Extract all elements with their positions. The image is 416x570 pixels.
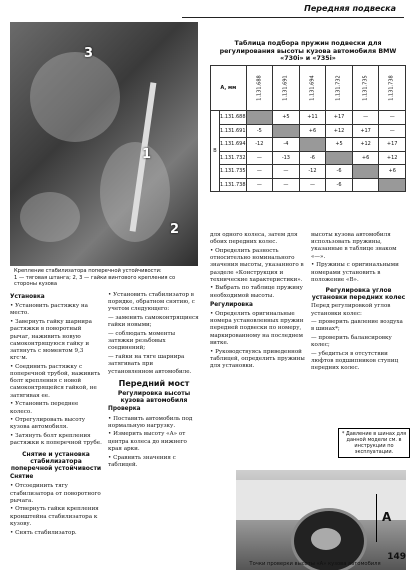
- table-cell: -13: [273, 151, 300, 165]
- table-cell: +17: [379, 138, 406, 152]
- row-label: 1.131.738: [220, 178, 247, 192]
- table-row: [211, 165, 406, 179]
- table-cell: +6: [352, 151, 379, 165]
- table-row: [211, 151, 406, 165]
- table-cell: [326, 151, 353, 165]
- car-photo: [236, 470, 406, 570]
- paragraph: • Поставить автомобиль под нормальную нагрузку.: [108, 415, 193, 429]
- paragraph: • Сравнить значения с таблицей.: [108, 454, 176, 468]
- paragraph: • Снять стабилизатор.: [10, 529, 77, 536]
- table-cell: —: [379, 124, 406, 138]
- subheading-removal: Снятие: [10, 474, 34, 481]
- col-header: [246, 66, 273, 111]
- col-header-label: 1.131.738: [389, 75, 396, 101]
- stabilizer-photo: [10, 22, 198, 266]
- table-cell: -5: [246, 124, 273, 138]
- photo2-caption: Точки проверки высоты «А» кузова автомобиля: [249, 561, 381, 567]
- row-label: 1.131.732: [220, 151, 247, 165]
- table-row: [211, 124, 406, 138]
- paragraph: — заменить самоконтрящиеся гайки новыми;: [108, 315, 199, 329]
- column-4: [311, 232, 406, 374]
- column-2: [108, 292, 200, 470]
- footnote-box: * Давление в шинах для данной модели см. в инструкции по эксплуатации.: [338, 428, 410, 458]
- callout-2: 2: [170, 222, 180, 237]
- table-cell: +6: [379, 165, 406, 179]
- paragraph: • Отрегулировать высоту кузова автомобиля.: [10, 417, 85, 431]
- paragraph: • Установить переднее колесо.: [10, 401, 79, 415]
- row-group-label: B: [211, 111, 220, 192]
- table-cell: —: [246, 165, 273, 179]
- paragraph: — гайки на тяге шарнира затягивать при установленном автомобиле.: [108, 354, 192, 375]
- col-header-label: 1.131.688: [256, 75, 263, 101]
- paragraph: • Руководствуясь приведенной таблицей, определить пружины для установки.: [210, 348, 305, 369]
- paragraph: • Выбрать по таблице пружину необходимой высоты.: [210, 285, 303, 299]
- caption-title: Крепление стабилизатора поперечной устойчивости:: [14, 268, 162, 274]
- col-header: [273, 66, 300, 111]
- col-header: [352, 66, 379, 111]
- table-cell: +12: [379, 151, 406, 165]
- table-cell: +5: [273, 111, 300, 125]
- paragraph: • Установить растяжку на место.: [10, 303, 89, 317]
- table-cell: +11: [299, 111, 326, 125]
- table-cell: [246, 111, 273, 125]
- table-row: [211, 178, 406, 192]
- section-heading-front-axle: Передний мост: [118, 378, 190, 388]
- table-cell: +12: [352, 138, 379, 152]
- table-cell: +17: [352, 124, 379, 138]
- col-header-label: 1.131.732: [336, 75, 343, 101]
- table-cell: +6: [299, 124, 326, 138]
- table-cell: +5: [326, 138, 353, 152]
- table-cell: —: [246, 151, 273, 165]
- table-cell: [352, 178, 379, 192]
- table-cell: -6: [326, 178, 353, 192]
- row-label: 1.131.691: [220, 124, 247, 138]
- table-title: Таблица подбора пружин подвески для регулирования высоты кузова автомобиля BMW «730i» и «735i»: [219, 40, 397, 62]
- table-cell: [299, 138, 326, 152]
- col-header: [379, 66, 406, 111]
- paragraph: • Измерить высоту «A» от центра колеса до нижнего края арки.: [108, 431, 187, 452]
- table-cell: [352, 165, 379, 179]
- section-heading-height: Регулировка высоты кузова автомобиля: [117, 389, 191, 405]
- paragraph: высоты кузова автомобиля использовать пружины, указанные в таблице знаком «—».: [311, 232, 397, 260]
- section-heading-alignment: Регулировка углов установки передних колес: [311, 286, 406, 302]
- paragraph: • Установить стабилизатор в порядке, обратном снятию, с учетом следующего:: [108, 292, 195, 313]
- subheading-adjustment: Регулировка: [210, 301, 253, 308]
- paragraph: — проверить балансировку колес;: [311, 335, 392, 349]
- paragraph: — проверить давление воздуха в шинах*;: [311, 319, 403, 333]
- spring-table: [210, 65, 406, 192]
- col-header-label: 1.131.691: [282, 75, 289, 101]
- table-row: [211, 111, 406, 125]
- subheading-check: Проверка: [108, 406, 141, 413]
- table-row: [211, 138, 406, 152]
- row-label: 1.131.735: [220, 165, 247, 179]
- paragraph: • Соединить растяжку с поперечной трубой, наживить болт крепления с новой самоконтрящейся гайкой, не затягивая ее.: [10, 363, 101, 399]
- section-title: Передняя подвеска: [304, 4, 396, 13]
- paragraph: • Определить разность относительно номинального значения высоты, указанного в разделе «Конструкция и технические характеристики».: [210, 247, 304, 283]
- subheading-installation: Установка: [10, 294, 45, 300]
- table-cell: —: [273, 178, 300, 192]
- caption-legend: 1 — тяговая штанга; 2, 3 — гайки винтового крепления со стороны кузова: [14, 274, 176, 287]
- section-heading-stabilizer: Снятие и установка стабилизатора поперечной устойчивости: [10, 450, 102, 472]
- table-cell: +12: [326, 124, 353, 138]
- corner-label: A, мм: [220, 85, 237, 91]
- callout-3: 3: [84, 46, 94, 61]
- paragraph: • Отсоединить тягу стабилизатора от поворотного рычага.: [10, 483, 101, 504]
- table-cell: -12: [299, 165, 326, 179]
- table-corner: [211, 66, 247, 111]
- paragraph: • Завернуть гайку шарнира растяжки в поворотный рычаг, наживить новую самоконтрящуюся гайку и затянуть с моментом 9,3 кгс·м.: [10, 319, 92, 362]
- table-cell: [379, 178, 406, 192]
- page-number: 149: [387, 552, 406, 562]
- table-cell: [273, 124, 300, 138]
- column-3: [210, 232, 305, 372]
- table-cell: —: [352, 111, 379, 125]
- col-header-label: 1.131.735: [362, 75, 369, 101]
- row-label: 1.131.694: [220, 138, 247, 152]
- paragraph: • Пружины с оригинальными номерами установить в положение «В».: [311, 262, 399, 283]
- photo1-caption: [14, 268, 198, 288]
- table-cell: -12: [246, 138, 273, 152]
- table-cell: -6: [326, 165, 353, 179]
- table-cell: -6: [299, 151, 326, 165]
- callout-1: 1: [142, 147, 152, 162]
- paragraph: для одного колеса, затем для обоих передних колес.: [210, 232, 298, 246]
- col-header-label: 1.131.694: [309, 75, 316, 101]
- table-cell: —: [273, 165, 300, 179]
- table-cell: —: [299, 178, 326, 192]
- paragraph: • Определить оригинальные номера установленных пружин передней подвески по номеру, маркированному на последнем витке.: [210, 311, 304, 346]
- paragraph: Перед регулировкой углов установки колес:: [311, 303, 391, 317]
- paragraph: — соблюдать моменты затяжки резьбовых соединений;: [108, 331, 176, 352]
- col-header: [326, 66, 353, 111]
- table-cell: -4: [273, 138, 300, 152]
- paragraph: • Затянуть болт крепления растяжки к поперечной трубе.: [10, 433, 102, 447]
- paragraph: • Отвернуть гайки крепления кронштейна стабилизатора к кузову.: [10, 506, 99, 527]
- row-label: 1.131.688: [220, 111, 247, 125]
- table-cell: —: [246, 178, 273, 192]
- col-header: [299, 66, 326, 111]
- column-1: [10, 292, 102, 538]
- table-cell: —: [379, 111, 406, 125]
- running-header: [182, 4, 404, 18]
- paragraph: — убедиться в отсутствии люфтов подшипников ступиц передних колес.: [311, 351, 399, 372]
- table-cell: +17: [326, 111, 353, 125]
- height-marker: A: [382, 510, 392, 524]
